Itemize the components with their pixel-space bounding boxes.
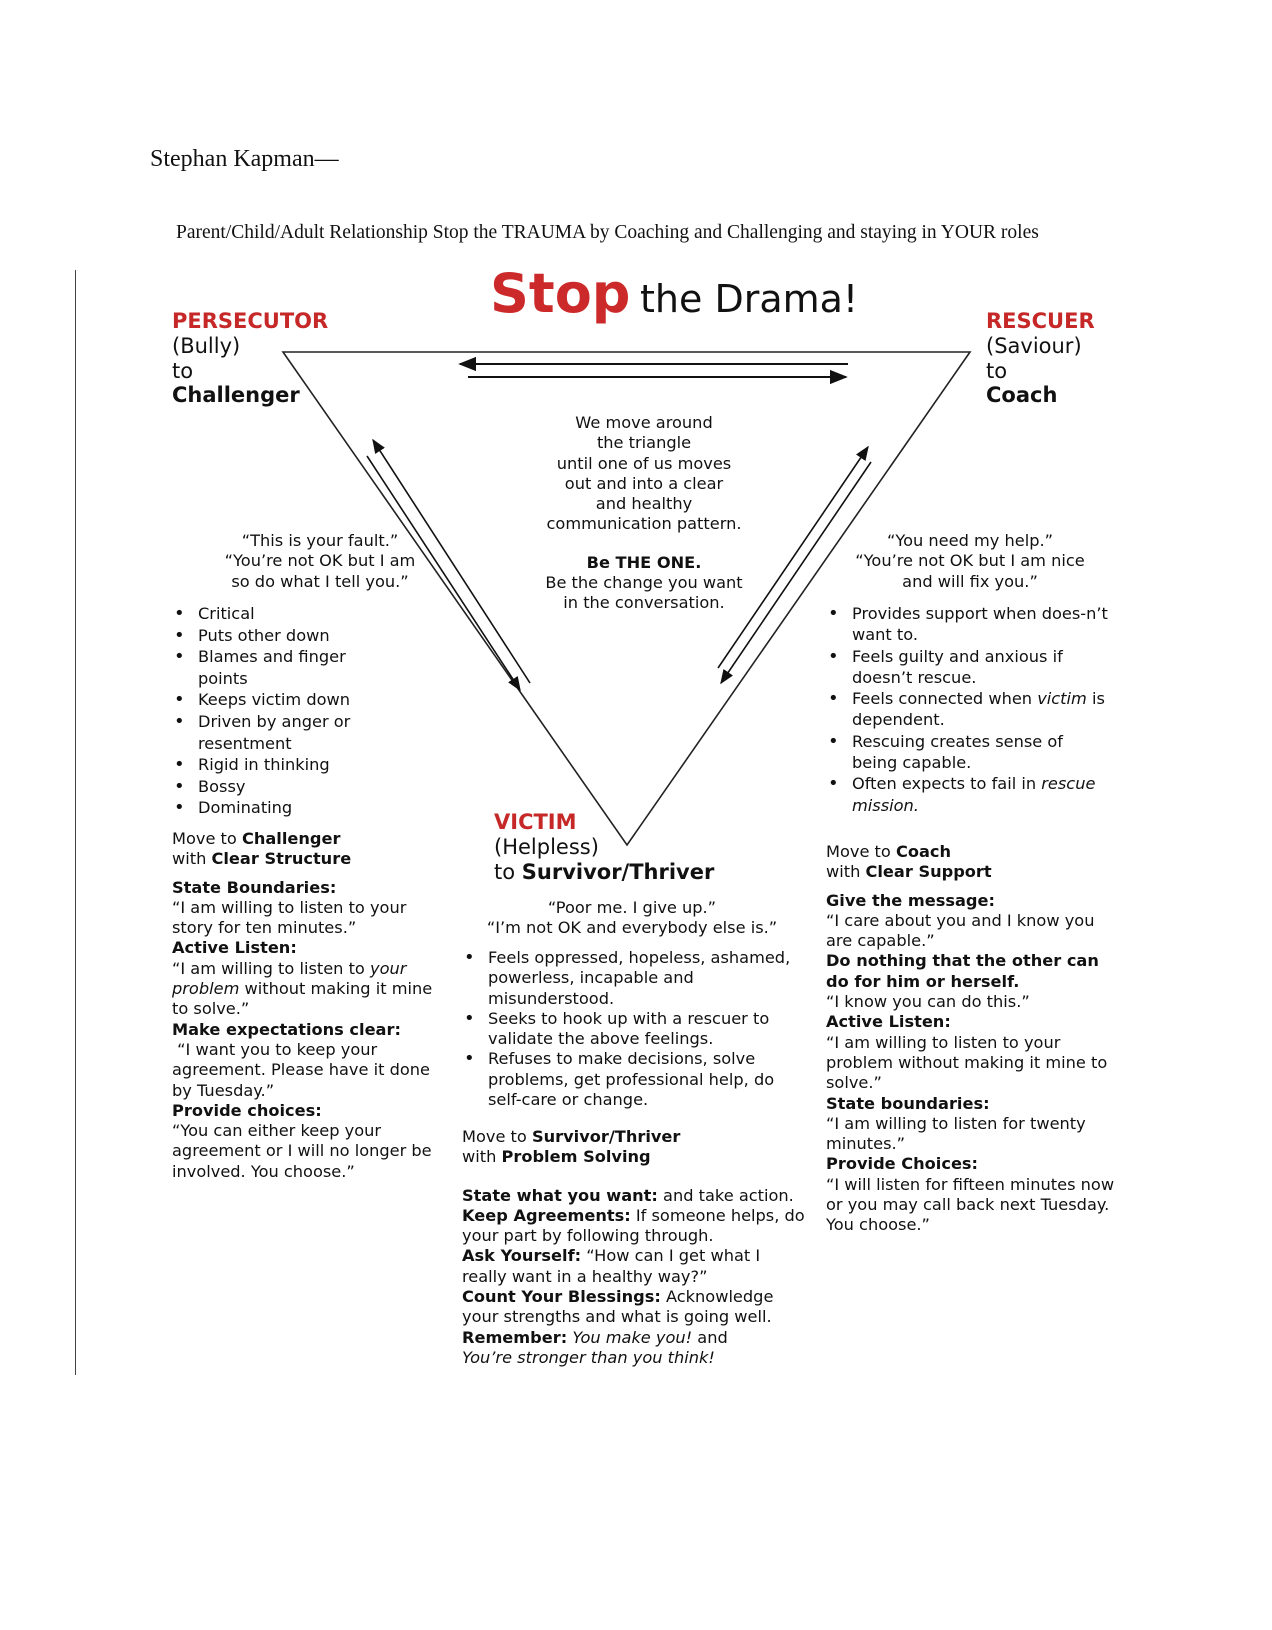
list-item: • Puts other down bbox=[172, 625, 382, 647]
move-pre: Move to bbox=[172, 829, 242, 848]
persecutor-heading bbox=[172, 309, 328, 408]
section-body: “I am willing to listen to your story for ten minutes.” bbox=[172, 897, 407, 938]
quote-line: and will fix you.” bbox=[902, 571, 1038, 591]
center-line: out and into a clear bbox=[564, 473, 724, 493]
section-body: Acknowledge your strengths and what is going well. bbox=[462, 1287, 774, 1327]
center-line: communication pattern. bbox=[546, 514, 742, 534]
list-item: • Dominating bbox=[172, 797, 382, 819]
victim-move bbox=[462, 1127, 807, 1368]
section-body: and take action. bbox=[657, 1185, 794, 1205]
list-item: • Rescuing creates sense of being capable. bbox=[826, 731, 1111, 774]
quote-line: “This is your fault.” bbox=[241, 531, 399, 550]
list-item: • Driven by anger or resentment bbox=[172, 711, 382, 754]
item-text-italic: victim bbox=[1037, 689, 1087, 709]
persecutor-new-role: Challenger bbox=[172, 383, 300, 407]
be-the-one: Be THE ONE. bbox=[586, 552, 702, 572]
section-heading: Ask Yourself: bbox=[462, 1246, 582, 1266]
list-item: • Keeps victim down bbox=[172, 689, 382, 711]
section-body: “I care about you and I know you are capable.” bbox=[826, 910, 1095, 951]
victim-quotes bbox=[462, 898, 802, 939]
quote-line: “You’re not OK but I am bbox=[224, 551, 416, 571]
rescuer-sub: (Saviour) bbox=[986, 334, 1082, 358]
section-body-italic: You’re stronger than you think! bbox=[462, 1347, 715, 1367]
quote-line: “You need my help.” bbox=[886, 531, 1054, 550]
victim-to: to bbox=[494, 859, 522, 884]
rescuer-to: to bbox=[986, 358, 1008, 383]
move-role: Challenger bbox=[241, 829, 341, 848]
move-pre: Move to bbox=[826, 842, 896, 861]
section-heading: Active Listen: bbox=[826, 1012, 951, 1032]
victim-traits bbox=[462, 948, 807, 1110]
move-with-bold: Clear Support bbox=[865, 862, 992, 882]
center-message bbox=[520, 413, 768, 614]
item-text: Feels connected when bbox=[852, 689, 1038, 709]
rescuer-quotes bbox=[840, 531, 1100, 592]
quote-line: “Poor me. I give up.” bbox=[547, 898, 717, 917]
move-with: with bbox=[172, 849, 212, 869]
persecutor-sub: (Bully) bbox=[172, 334, 241, 358]
list-item bbox=[826, 688, 1111, 731]
rescuer-heading bbox=[986, 309, 1095, 408]
section-body: “I will listen for fifteen minutes now or you may call back next Tuesday. You choose.” bbox=[826, 1174, 1115, 1235]
rescuer-role: RESCUER bbox=[986, 309, 1095, 333]
section-body: If someone helps, do your part by following through. bbox=[462, 1205, 805, 1246]
list-item: • Provides support when does-n’t want to. bbox=[826, 603, 1111, 646]
title-rest: the Drama! bbox=[640, 277, 859, 321]
victim-heading bbox=[494, 810, 714, 884]
list-item bbox=[826, 773, 1111, 816]
center-line: and healthy bbox=[595, 494, 693, 514]
title-stop: Stop bbox=[490, 262, 631, 325]
section-heading: Count Your Blessings: bbox=[462, 1287, 661, 1307]
section-body: “I am willing to listen to your problem without making it mine to solve.” bbox=[826, 1032, 1108, 1093]
list-item: • Seeks to hook up with a rescuer to validate the above feelings. bbox=[462, 1009, 807, 1050]
author-line: Stephan Kapman— bbox=[150, 146, 339, 172]
list-item: • Feels oppressed, hopeless, ashamed, powerless, incapable and misunderstood. bbox=[462, 948, 807, 1009]
section-heading: Provide choices: bbox=[172, 1100, 322, 1120]
list-item: • Critical bbox=[172, 603, 382, 625]
center-line: the triangle bbox=[596, 433, 692, 453]
list-item: • Rigid in thinking bbox=[172, 754, 382, 776]
section-body: “I am willing to listen for twenty minutes.” bbox=[826, 1113, 1086, 1154]
persecutor-quotes bbox=[200, 531, 440, 592]
persecutor-to: to bbox=[172, 358, 194, 383]
section-body: “I know you can do this.” bbox=[826, 992, 1030, 1012]
move-with-bold: Problem Solving bbox=[501, 1147, 651, 1167]
section-heading: Do nothing that the other can do for him or herself. bbox=[826, 951, 1099, 991]
section-heading: Active Listen: bbox=[172, 938, 297, 958]
quote-line: so do what I tell you.” bbox=[231, 571, 409, 591]
section-heading: Remember: bbox=[462, 1327, 568, 1347]
section-heading: State Boundaries: bbox=[172, 877, 337, 897]
section-heading: Keep Agreements: bbox=[462, 1205, 631, 1225]
section-body: “I am willing to listen to bbox=[172, 958, 370, 978]
section-heading: Make expectations clear: bbox=[172, 1019, 401, 1039]
rescuer-move bbox=[826, 842, 1116, 1236]
move-pre: Move to bbox=[462, 1127, 532, 1146]
section-heading: Provide Choices: bbox=[826, 1154, 979, 1174]
section-body-italic: your problem bbox=[172, 958, 407, 999]
item-text-italic: rescue mission. bbox=[852, 774, 1096, 815]
section-body: and bbox=[692, 1327, 728, 1347]
victim-new-role: Survivor/Thriver bbox=[521, 859, 715, 884]
section-heading: Give the message: bbox=[826, 890, 995, 910]
list-item: • Bossy bbox=[172, 776, 382, 798]
section-heading: State what you want: bbox=[462, 1185, 658, 1205]
victim-role: VICTIM bbox=[494, 810, 577, 834]
item-text: Often expects to fail in bbox=[852, 774, 1042, 794]
section-body: “How can I get what I really want in a healthy way?” bbox=[462, 1246, 761, 1286]
center-line: We move around bbox=[575, 413, 713, 432]
victim-sub: (Helpless) bbox=[494, 835, 599, 859]
persecutor-role: PERSECUTOR bbox=[172, 309, 329, 333]
list-item: • Feels guilty and anxious if doesn’t rescue. bbox=[826, 646, 1111, 689]
list-item: • Blames and finger points bbox=[172, 646, 382, 689]
move-role: Survivor/Thriver bbox=[531, 1127, 681, 1146]
rescuer-new-role: Coach bbox=[986, 383, 1058, 407]
list-item: • Refuses to make decisions, solve problems, get professional help, do self-care or change. bbox=[462, 1049, 807, 1110]
section-body-italic: You make you! bbox=[567, 1327, 693, 1347]
persecutor-move bbox=[172, 829, 447, 1182]
quote-line: “You’re not OK but I am nice bbox=[855, 551, 1085, 571]
move-role: Coach bbox=[895, 842, 951, 861]
section-body: “I want you to keep your agreement. Please have it done by Tuesday.” bbox=[172, 1039, 430, 1100]
section-body: “You can either keep your agreement or I will no longer be involved. You choose.” bbox=[172, 1121, 432, 1181]
quote-line: “I’m not OK and everybody else is.” bbox=[486, 918, 778, 938]
center-change-line: Be the change you want bbox=[545, 573, 743, 593]
center-line: until one of us moves bbox=[556, 453, 732, 473]
move-with: with bbox=[462, 1147, 502, 1167]
move-with: with bbox=[826, 862, 866, 882]
section-heading: State boundaries: bbox=[826, 1093, 990, 1113]
rescuer-traits bbox=[826, 603, 1111, 816]
persecutor-traits bbox=[172, 603, 382, 819]
item-text: is dependent. bbox=[852, 689, 1105, 730]
page-subtitle: Parent/Child/Adult Relationship Stop the TRAUMA by Coaching and Challenging and staying in YOUR roles bbox=[176, 222, 1039, 243]
section-body: without making it mine to solve.” bbox=[172, 979, 433, 1019]
center-change-line: in the conversation. bbox=[563, 593, 725, 613]
move-with-bold: Clear Structure bbox=[211, 849, 352, 869]
